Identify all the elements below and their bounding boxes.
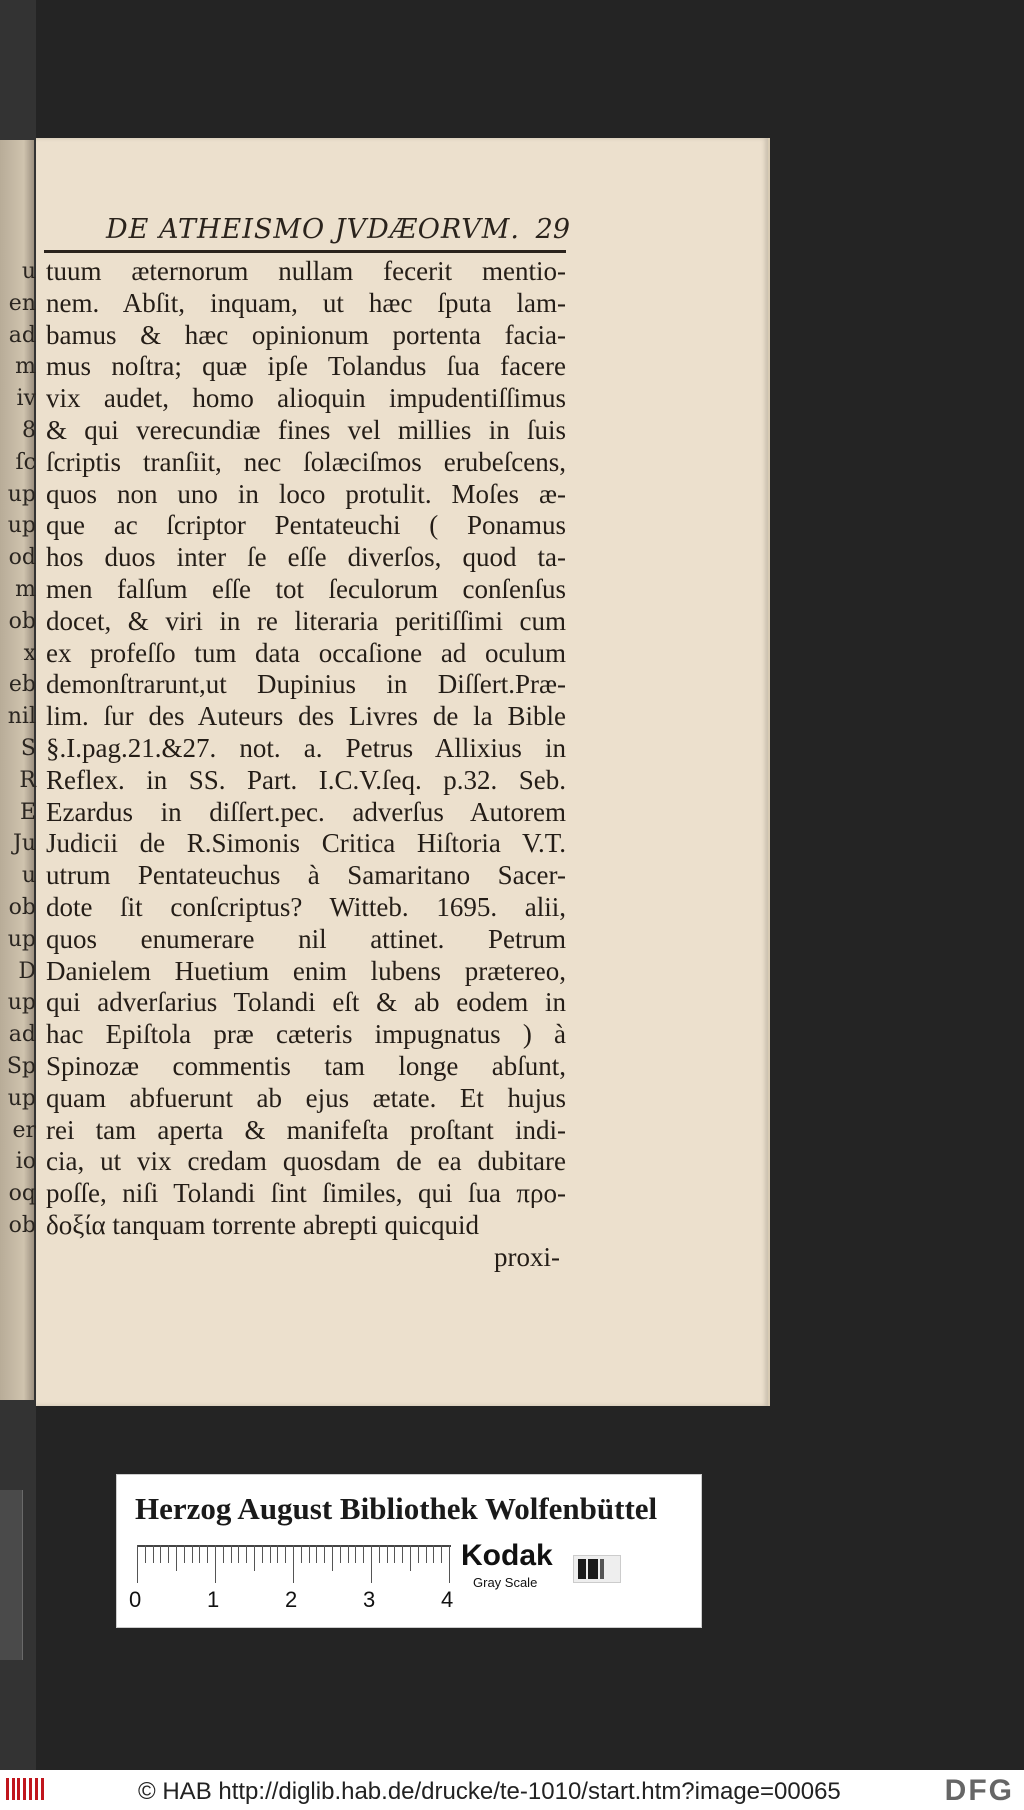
text-line: Danielem Huetium enim lubens prætereo, xyxy=(46,955,566,986)
fragment-text: ad xyxy=(8,1022,36,1048)
text-line: Spinozæ commentis tam longe abſunt, xyxy=(46,1050,566,1081)
copyright-link[interactable]: © HAB http://diglib.hab.de/drucke/te-1010/start.htm?image=00065 xyxy=(138,1778,841,1805)
ruler-label: 2 xyxy=(285,1587,298,1612)
fragment-text: R xyxy=(19,767,36,793)
text-line: ex profeſſo tum data occaſione ad oculum xyxy=(46,637,566,668)
ruler-label: 1 xyxy=(207,1587,220,1612)
ruler-tick xyxy=(387,1545,388,1563)
fragment-text: x xyxy=(23,640,36,666)
page-number: 29 xyxy=(535,214,570,245)
fragment-text: up xyxy=(7,1085,36,1111)
text-line: hos duos inter ſe eſſe diverſos, quod ta- xyxy=(46,542,566,573)
text-line: quos non uno in loco protulit. Moſes æ- xyxy=(46,478,566,509)
text-line: Reflex. in SS. Part. I.C.V.ſeq. p.32. Seb. xyxy=(46,764,566,795)
ruler-tick xyxy=(441,1545,442,1563)
text-line: nem. Abſit, inquam, ut hæc ſputa lam- xyxy=(46,287,566,318)
fragment-text: ad xyxy=(8,322,36,348)
text-line: que ac ſcriptor Pentateuchi ( Ponamus xyxy=(46,510,566,541)
fragment-text: ob xyxy=(8,894,36,920)
ruler-tick xyxy=(215,1545,216,1583)
text-line: Ezardus in diſſert.pec. adverſus Autorem xyxy=(46,796,566,827)
ruler-tick xyxy=(379,1545,380,1563)
ruler-tick xyxy=(168,1545,169,1563)
ruler-tick xyxy=(449,1545,450,1583)
text-line: mus noſtra; quæ ipſe Tolandus ſua facere xyxy=(46,351,566,382)
fragment-text: Sp xyxy=(6,1053,36,1079)
fragment-text: ob xyxy=(8,608,36,634)
ruler-tick xyxy=(246,1545,247,1563)
ruler-tick xyxy=(207,1545,208,1563)
ruler-tick xyxy=(285,1545,286,1563)
fragment-text: eb xyxy=(8,672,36,698)
left-page-fragments xyxy=(0,256,40,1242)
ruler-tick xyxy=(340,1545,341,1563)
ruler-tick xyxy=(277,1545,278,1563)
fragment-text: iv xyxy=(16,386,36,412)
fragment-text: 8 xyxy=(22,417,36,443)
text-line: ſcriptis tranſiit, nec ſolæciſmos erubeſcens, xyxy=(46,446,566,477)
ruler-tick xyxy=(371,1545,372,1583)
neighbor-binding-strip xyxy=(0,1490,23,1660)
text-line: rei tam aperta & manifeſta proſtant indi- xyxy=(46,1114,566,1145)
text-line: qui adverſarius Tolandi eſt & ab eodem in xyxy=(46,987,566,1018)
ruler-tick xyxy=(270,1545,271,1563)
ruler-tick xyxy=(137,1545,138,1583)
ruler-tick xyxy=(199,1545,200,1563)
ruler-tick xyxy=(192,1545,193,1563)
hab-barcode-icon xyxy=(6,1778,48,1800)
fragment-text: nil xyxy=(7,704,36,730)
body-text xyxy=(46,256,566,1274)
fragment-text: er xyxy=(12,1117,36,1143)
ruler-tick xyxy=(363,1545,364,1563)
fragment-text: up xyxy=(7,990,36,1016)
header-rule xyxy=(44,250,566,253)
ruler-tick xyxy=(426,1545,427,1563)
text-line: & qui verecundiæ fines vel millies in ſuis xyxy=(46,414,566,445)
fragment-text: oq xyxy=(8,1181,36,1207)
fragment-text: up xyxy=(7,926,36,952)
catchword: proxi- xyxy=(494,1241,560,1272)
ruler-tick xyxy=(153,1545,154,1563)
gray-scale-swatch xyxy=(573,1555,621,1583)
ruler-tick xyxy=(410,1545,411,1571)
ruler-tick xyxy=(293,1545,294,1583)
ruler-tick xyxy=(231,1545,232,1563)
ruler-tick xyxy=(394,1545,395,1563)
fragment-text: up xyxy=(7,513,36,539)
fragment-text: u xyxy=(21,863,36,889)
ruler-tick xyxy=(176,1545,177,1571)
ruler-tick xyxy=(316,1545,317,1563)
text-line: tuum æternorum nullam fecerit mentio- xyxy=(46,256,566,286)
fragment-text: D xyxy=(18,958,36,984)
ruler-tick xyxy=(433,1545,434,1563)
fragment-text: ſc xyxy=(15,449,36,475)
fragment-text: io xyxy=(15,1149,36,1175)
ruler-tick xyxy=(348,1545,349,1563)
fragment-text: Ju xyxy=(13,831,36,857)
text-line: lim. ſur des Auteurs des Livres de la Bible xyxy=(46,701,566,732)
ruler-tick xyxy=(145,1545,146,1563)
ruler-tick xyxy=(355,1545,356,1563)
ruler-tick xyxy=(324,1545,325,1563)
ruler-tick xyxy=(301,1545,302,1563)
text-line: demonſtrarunt,ut Dupinius in Diſſert.Præ- xyxy=(46,669,566,700)
fragment-text: en xyxy=(8,290,36,316)
ruler-tick xyxy=(254,1545,255,1571)
ruler-tick xyxy=(262,1545,263,1563)
fragment-text: od xyxy=(8,545,36,571)
ruler-labels xyxy=(127,1587,467,1613)
text-line: dote ſit conſcriptus? Witteb. 1695. alii, xyxy=(46,891,566,922)
text-line: cia, ut vix credam quosdam de ea dubitare xyxy=(46,1146,566,1177)
ruler-label: 3 xyxy=(363,1587,376,1612)
text-line: poſſe, niſi Tolandi ſint ſimiles, qui ſua προ- xyxy=(46,1178,566,1209)
ruler-tick xyxy=(309,1545,310,1563)
text-line: δοξία tanquam torrente abrepti quicquid xyxy=(46,1209,480,1240)
fragment-text: m xyxy=(15,354,36,380)
fragment-text: m xyxy=(15,576,36,602)
text-line: utrum Pentateuchus à Samaritano Sacer- xyxy=(46,860,566,891)
ruler-tick xyxy=(402,1545,403,1563)
fragment-text: up xyxy=(7,481,36,507)
ruler-tick xyxy=(223,1545,224,1563)
color-calibration-card xyxy=(116,1474,702,1628)
text-line: bamus & hæc opinionum portenta facia- xyxy=(46,319,566,350)
text-line: docet, & viri in re literaria peritiſſimi cum xyxy=(46,605,566,636)
gray-scale-label: Gray Scale xyxy=(473,1575,538,1590)
ruler-tick xyxy=(238,1545,239,1563)
text-line: Judicii de R.Simonis Critica Hiſtoria V.T. xyxy=(46,828,566,859)
ruler-tick xyxy=(418,1545,419,1563)
kodak-logo: Kodak xyxy=(461,1539,553,1572)
dfg-logo: DFG xyxy=(944,1774,1014,1807)
running-head: DE ATHEISMO JVDÆORVM. xyxy=(106,214,520,245)
ruler-label: 0 xyxy=(129,1587,142,1612)
text-line: vix audet, homo alioquin impudentiſſimus xyxy=(46,383,566,414)
ruler-tick xyxy=(160,1545,161,1563)
measurement-ruler xyxy=(137,1545,453,1583)
ruler-tick xyxy=(332,1545,333,1571)
text-line: §.I.pag.21.&27. not. a. Petrus Allixius in xyxy=(46,732,566,763)
ruler-label: 4 xyxy=(441,1587,454,1612)
fragment-text: u xyxy=(21,259,36,284)
text-line: hac Epiſtola præ cæteris impugnatus ) à xyxy=(46,1019,566,1050)
page-header xyxy=(70,210,570,250)
library-name: Herzog August Bibliothek Wolfenbüttel xyxy=(135,1491,658,1526)
fragment-text: E xyxy=(19,799,36,825)
fragment-text: ob xyxy=(8,1212,36,1238)
fragment-text: S xyxy=(20,735,36,761)
text-line: quam abfuerunt ab ejus ætate. Et hujus xyxy=(46,1082,566,1113)
text-line: quos enumerare nil attinet. Petrum xyxy=(46,923,566,954)
text-line: men falſum eſſe tot ſeculorum conſenſus xyxy=(46,573,566,604)
footer-bar xyxy=(0,1770,1024,1810)
ruler-tick xyxy=(184,1545,185,1563)
